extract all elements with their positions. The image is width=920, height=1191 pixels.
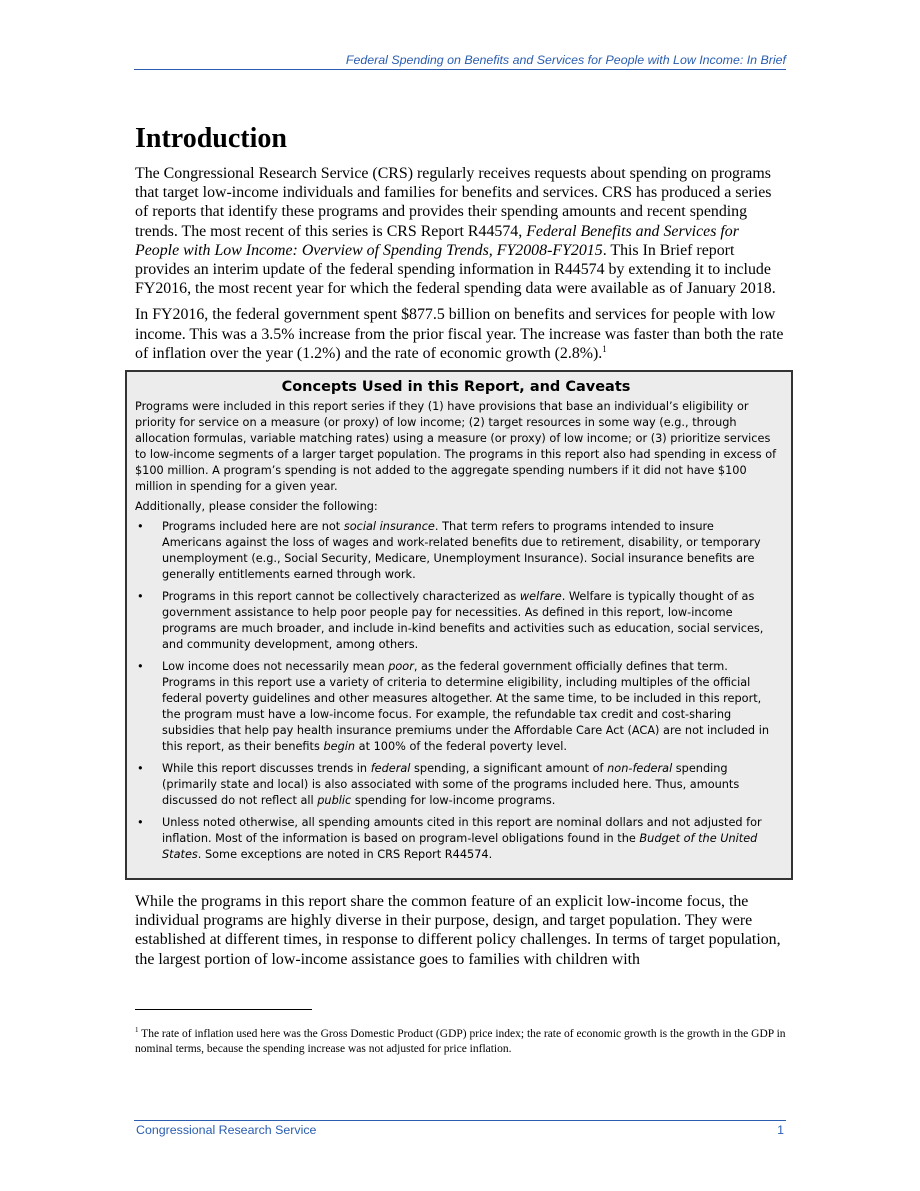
item-text: at 100% of the federal poverty level. bbox=[355, 740, 567, 754]
section-heading: Introduction bbox=[135, 123, 287, 154]
list-item bbox=[135, 589, 777, 653]
item-text: Programs in this report cannot be collectively characterized as bbox=[162, 590, 520, 604]
list-item bbox=[135, 659, 777, 755]
item-text: spending, a significant amount of bbox=[410, 762, 608, 776]
caveats-list bbox=[135, 519, 777, 863]
list-item bbox=[135, 761, 777, 809]
item-emphasis: welfare bbox=[519, 590, 562, 604]
item-text: . That term refers to programs intended to insure Americans against the loss of wages and work-related benefits due to retirement, disability, or temporary unemployment (e.g., Social Security, Medicare, Unemployment Insurance). Social insurance benefits are generally entitlements earned through work. bbox=[162, 520, 761, 582]
page-number: 1 bbox=[777, 1123, 784, 1137]
bullet-icon: • bbox=[137, 660, 144, 674]
item-text: Programs included here are not bbox=[162, 520, 344, 534]
item-text: . Some exceptions are noted in CRS Report R44574. bbox=[197, 848, 493, 862]
bullet-icon: • bbox=[137, 816, 144, 830]
footnote-number: 1 bbox=[135, 1026, 139, 1034]
footer-rule bbox=[134, 1120, 786, 1121]
item-emphasis: Budget of the United States bbox=[162, 832, 758, 862]
list-item bbox=[135, 815, 777, 863]
bullet-icon: • bbox=[137, 520, 144, 534]
list-item bbox=[135, 519, 777, 583]
box-title: Concepts Used in this Report, and Caveats bbox=[281, 379, 631, 396]
footnote bbox=[135, 1027, 787, 1057]
item-text: spending for low-income programs. bbox=[351, 794, 556, 808]
intro-paragraph bbox=[135, 164, 785, 298]
item-text: spending (primarily state and local) is also associated with some of the programs included here. Thus, amounts discussed do not reflect all bbox=[162, 762, 740, 808]
running-header: Federal Spending on Benefits and Services for People with Low Income: In Brief bbox=[345, 53, 786, 67]
item-emphasis: poor bbox=[388, 660, 414, 674]
report-title: Federal Benefits and Services for People with Low Income: Overview of Spending Trends, FY2008-FY2015 bbox=[135, 222, 739, 259]
programs-paragraph: While the programs in this report share the common feature of an explicit low-income focus, the individual programs are highly diverse in their purpose, design, and target population. They were established at different times, in response to different policy challenges. In terms of target population, the largest portion of low-income assistance goes to families with children with bbox=[135, 893, 781, 968]
footnote-rule bbox=[135, 1009, 312, 1010]
bullet-icon: • bbox=[137, 762, 144, 776]
item-text: Low income does not necessarily mean bbox=[162, 660, 389, 674]
item-emphasis: public bbox=[317, 794, 352, 808]
intro-text-start: The Congressional Research Service (CRS) regularly receives requests about spending on programs that target low-income individuals and families for benefits and services. CRS has produced a series of reports that identify these programs and provides their spending amounts and recent spending trends. The most recent of this series is CRS Report R44574, bbox=[135, 165, 772, 240]
item-text: Unless noted otherwise, all spending amounts cited in this report are nominal dollars and not adjusted for inflation. Most of the information is based on program-level obligations found in the bbox=[162, 816, 762, 846]
footnote-text: The rate of inflation used here was the Gross Domestic Product (GDP) price index; the rate of economic growth is the growth in the GDP in nominal terms, because the spending increase was not adjusted for price inflation. bbox=[135, 1028, 786, 1055]
intro-text-end: . This In Brief report provides an interim update of the federal spending information in R44574 by extending it to include FY2016, the most recent year for which the federal spending data were available as of January 2018. bbox=[135, 241, 776, 298]
item-emphasis: federal bbox=[370, 762, 411, 776]
item-text: . Welfare is typically thought of as government assistance to help poor people pay for necessities. As defined in this report, low-income programs are much broader, and include in-kind benefits and activities such as education, social services, and community development, among others. bbox=[162, 590, 764, 652]
box-intro: Programs were included in this report series if they (1) have provisions that base an individual’s eligibility or priority for service on a measure (or proxy) of low income; (2) target resources in some way (e.g., through allocation formulas, variable matching rates) using a measure (or proxy) of low income; or (3) prioritize services to low-income segments of a larger target population. The programs in this report also had spending in excess of $100 million. A program’s spending is not added to the aggregate spending numbers if it did not have $100 million in spending for a given year. bbox=[135, 400, 777, 494]
footer-org: Congressional Research Service bbox=[136, 1123, 317, 1137]
bullet-icon: • bbox=[137, 590, 144, 604]
header-rule bbox=[134, 69, 786, 70]
caveats-box bbox=[125, 370, 793, 880]
item-emphasis: non-federal bbox=[607, 762, 673, 776]
box-additionally: Additionally, please consider the following: bbox=[135, 500, 378, 514]
footnote-ref[interactable]: 1 bbox=[602, 343, 607, 354]
item-text: While this report discusses trends in bbox=[162, 762, 371, 776]
spending-paragraph bbox=[135, 305, 785, 363]
item-emphasis: begin bbox=[323, 740, 356, 754]
page-content bbox=[135, 120, 785, 976]
item-text: , as the federal government officially defines that term. Programs in this report use a variety of criteria to determine eligibility, including multiples of the official federal poverty guidelines and other measures altogether. At the same time, to be included in this report, the program must have a low-income focus. For example, the refundable tax credit and cost-sharing subsidies that help pay health insurance premiums under the Affordable Care Act (ACA) are not included in this report, as their benefits bbox=[162, 660, 769, 754]
spending-text: In FY2016, the federal government spent $877.5 billion on benefits and services for people with low income. This was a 3.5% increase from the prior fiscal year. The increase was faster than both the rate of inflation over the year (1.2%) and the rate of economic growth (2.8%). bbox=[135, 306, 784, 362]
item-emphasis: social insurance bbox=[343, 520, 435, 534]
